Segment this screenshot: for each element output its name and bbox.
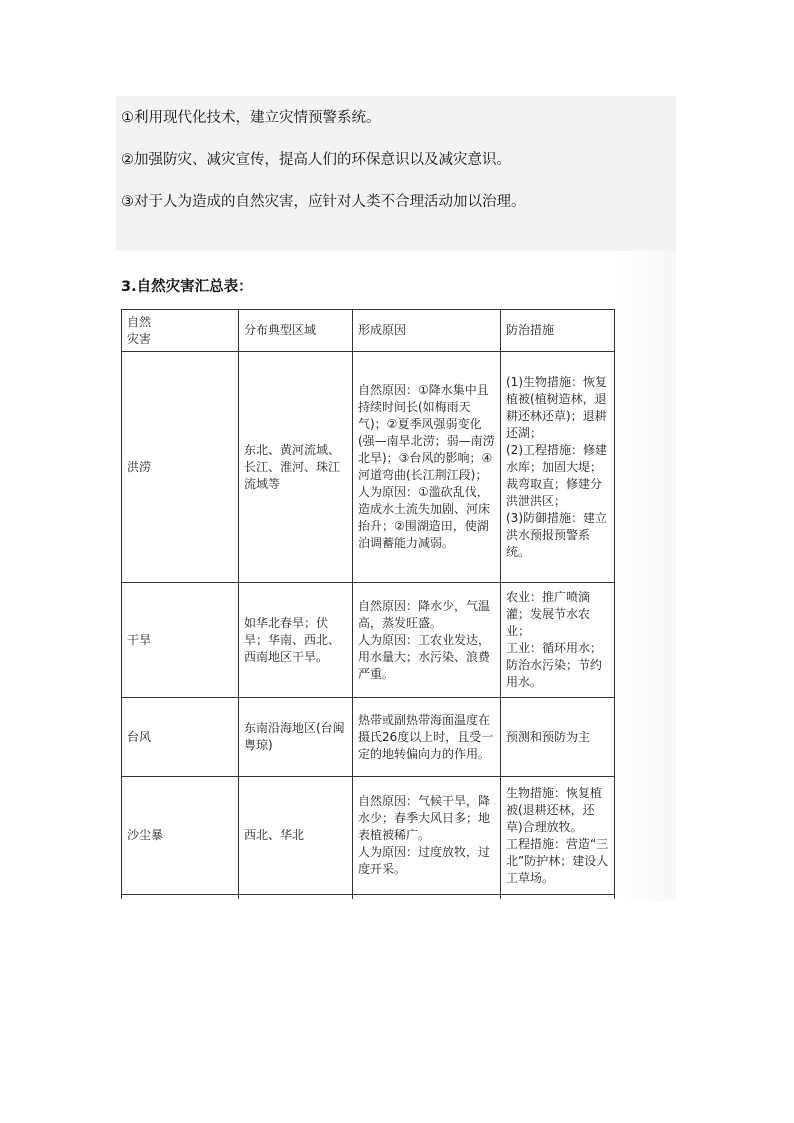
table-row [122, 777, 615, 895]
cell-cause: 热带或副热带海面温度在摄氏26度以上时，且受一定的地转偏向力的作用。 [353, 698, 501, 777]
header-measures: 防治措施 [501, 310, 615, 352]
cell-region: 东北、黄河流域、长江、淮河、珠江流域等 [239, 352, 353, 583]
cell-measures: 农业：推广喷滴灌；发展节水农业； 工业：循环用水；防治水污染；节约用水。 [501, 583, 615, 698]
header-disaster: 自然 灾害 [122, 310, 239, 352]
cell-cause: 自然原因：降水少，气温高，蒸发旺盛。 人为原因：工农业发达，用水量大；水污染、浪费严重。 [353, 583, 501, 698]
header-region: 分布典型区域 [239, 310, 353, 352]
cell-disaster: 干旱 [122, 583, 239, 698]
cutoff-cell [239, 895, 353, 899]
measure-item-3: ③对于人为造成的自然灾害，应针对人类不合理活动加以治理。 [121, 194, 526, 210]
table-row [122, 583, 615, 698]
measure-item-1: ①利用现代化技术，建立灾情预警系统。 [121, 110, 381, 126]
table-row-cutoff [122, 895, 615, 899]
table-header-row [122, 310, 615, 352]
cell-disaster: 洪涝 [122, 352, 239, 583]
cell-region: 如华北春旱；伏旱；华南、西北、西南地区干旱。 [239, 583, 353, 698]
cell-cause: 自然原因：气候干旱，降水少；春季大风日多；地表植被稀广。 人为原因：过度放牧，过度开采。 [353, 777, 501, 895]
cell-region: 西北、华北 [239, 777, 353, 895]
cell-disaster: 沙尘暴 [122, 777, 239, 895]
cell-measures: (1)生物措施：恢复植被(植树造林，退耕还林还草)；退耕还湖； (2)工程措施：修建水库；加固大堤；裁弯取直；修建分洪泄洪区； (3)防御措施：建立洪水预报预警系统。 [501, 352, 615, 583]
cell-measures: 预测和预防为主 [501, 698, 615, 777]
cutoff-cell [122, 895, 239, 899]
header-cause: 形成原因 [353, 310, 501, 352]
table-row [122, 698, 615, 777]
cell-region: 东南沿海地区(台闽粤琼) [239, 698, 353, 777]
cell-measures: 生物措施：恢复植被(退耕还林，还草)合理放牧。 工程措施：营造“三北”防护林；建设人工草场。 [501, 777, 615, 895]
cutoff-cell [353, 895, 501, 899]
section-title: 3.自然灾害汇总表： [121, 279, 253, 295]
cell-cause: 自然原因：①降水集中且持续时间长(如梅雨天气)；②夏季风强弱变化(强—南旱北涝；弱—南涝北旱)；③台风的影响；④河道弯曲(长江荆江段)； 人为原因：①滥砍乱伐，造成水土流失加剧、河床抬升；②围湖造田，使湖泊调蓄能力减弱。 [353, 352, 501, 583]
cutoff-cell [501, 895, 615, 899]
table-row [122, 352, 615, 583]
disaster-summary-table [121, 309, 615, 899]
measure-item-2: ②加强防灾、减灾宣传，提高人们的环保意识以及减灾意识。 [121, 152, 511, 168]
cell-disaster: 台风 [122, 698, 239, 777]
